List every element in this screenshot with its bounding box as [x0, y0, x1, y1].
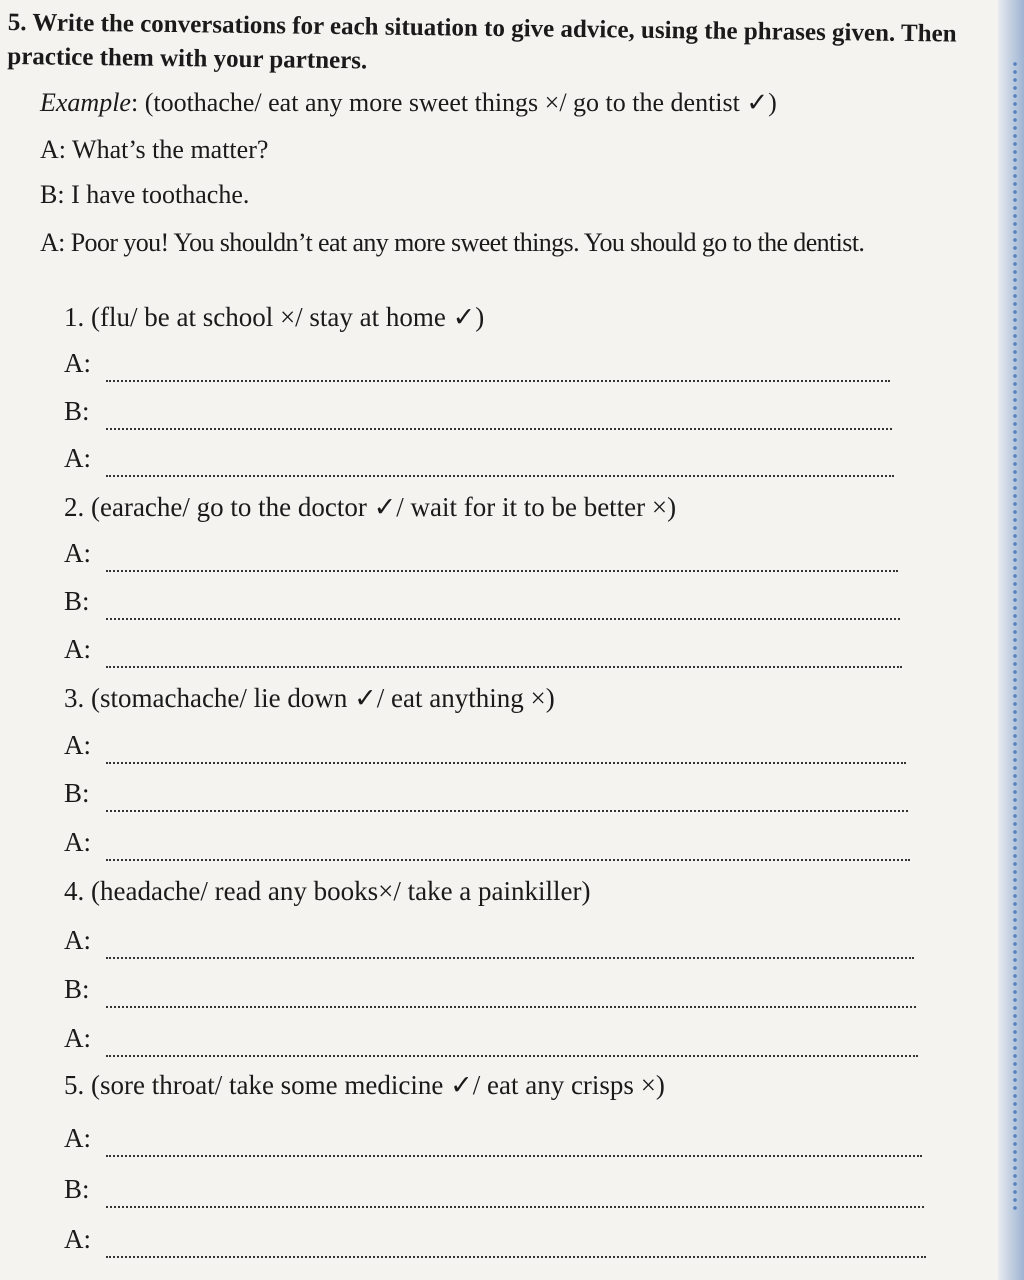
item-5-header: 5. (sore throat/ take some medicine ✓/ eat any crisps ×) [64, 1070, 665, 1100]
item-2-answer-b [64, 586, 900, 626]
item-4-answer-b [64, 974, 916, 1014]
example-line-1: A: What’s the matter? [40, 135, 269, 164]
item-5-answer-a1 [64, 1123, 922, 1163]
item-4-answer-a2 [64, 1023, 918, 1063]
item-2-answer-a1 [64, 538, 898, 578]
answer-line[interactable] [106, 380, 890, 382]
speaker-label: B: [64, 1174, 90, 1204]
speaker-label: A: [64, 1224, 91, 1254]
speaker-label: A: [64, 827, 91, 857]
item-2-header: 2. (earache/ go to the doctor ✓/ wait for it to be better ×) [64, 492, 677, 522]
answer-line[interactable] [106, 810, 908, 812]
item-4-header: 4. (headache/ read any books×/ take a painkiller) [64, 876, 591, 906]
speaker-label: B: [64, 586, 90, 616]
speaker-label: A: [64, 1123, 91, 1153]
item-1-answer-a1 [64, 348, 890, 388]
item-5-answer-a2 [64, 1224, 926, 1264]
speaker-label: A: [64, 1023, 91, 1053]
page-edge [998, 0, 1024, 1280]
speaker-label: A: [64, 443, 91, 473]
example-line-3: A: Poor you! You shouldn’t eat any more sweet things. You should go to the dentist. [40, 228, 865, 257]
answer-line[interactable] [106, 1006, 916, 1008]
exercise-instruction: 5. Write the conversations for each situation to give advice, using the phrases given. Then practice them with your partners. [7, 8, 957, 75]
item-1-answer-a2 [64, 443, 894, 483]
answer-line[interactable] [106, 1206, 924, 1208]
answer-line[interactable] [106, 618, 900, 620]
answer-line[interactable] [106, 475, 894, 477]
speaker-label: A: [64, 730, 91, 760]
speaker-label: A: [64, 925, 91, 955]
item-3-answer-b [64, 778, 908, 818]
item-2-answer-a2 [64, 634, 902, 674]
speaker-label: B: [64, 396, 90, 426]
item-1-header: 1. (flu/ be at school ×/ stay at home ✓) [64, 302, 485, 332]
answer-line[interactable] [106, 666, 902, 668]
answer-line[interactable] [106, 957, 914, 959]
example-line-2: B: I have toothache. [40, 180, 250, 209]
answer-line[interactable] [106, 1055, 918, 1057]
item-4-answer-a1 [64, 925, 914, 965]
item-5-answer-b [64, 1174, 924, 1214]
answer-line[interactable] [106, 1256, 926, 1258]
speaker-label: B: [64, 974, 90, 1004]
answer-line[interactable] [106, 428, 892, 430]
item-3-answer-a2 [64, 827, 910, 867]
binding-dots [1012, 60, 1018, 1210]
speaker-label: A: [64, 634, 91, 664]
item-3-answer-a1 [64, 730, 906, 770]
example-prompt-text: : (toothache/ eat any more sweet things ×/ go to the dentist ✓) [130, 88, 777, 117]
example-prompt [40, 88, 777, 118]
answer-line[interactable] [106, 1155, 922, 1157]
answer-line[interactable] [106, 762, 906, 764]
example-label: Example [40, 88, 131, 117]
item-3-header: 3. (stomachache/ lie down ✓/ eat anything ×) [64, 683, 555, 713]
answer-line[interactable] [106, 859, 910, 861]
answer-line[interactable] [106, 570, 898, 572]
speaker-label: A: [64, 348, 91, 378]
speaker-label: A: [64, 538, 91, 568]
item-1-answer-b [64, 396, 892, 436]
speaker-label: B: [64, 778, 90, 808]
